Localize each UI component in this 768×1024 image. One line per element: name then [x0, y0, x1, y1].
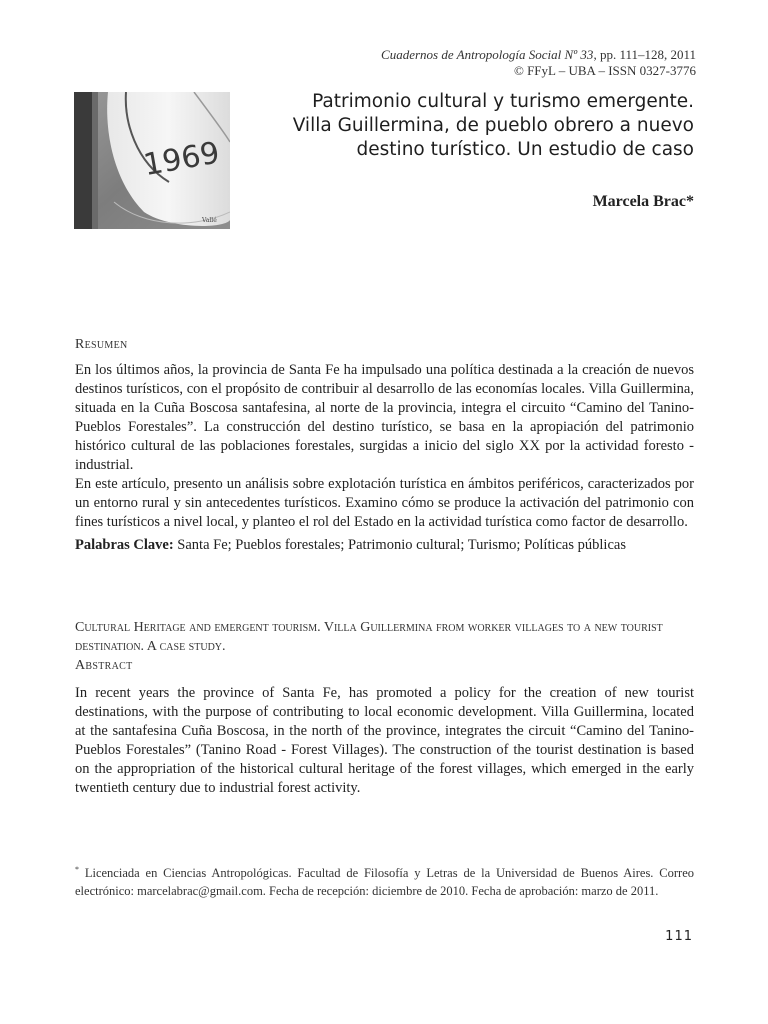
- resumen-paragraph-2: En este artículo, presento un análisis sobre explotación turística en ámbitos periféricos, caracterizados por un entorno rural y sin antecedentes turísticos. Examino cómo se produce la activación del patrimonio con fines turísticos a nivel local, y planteo el rol del Estado en la actividad turística como factor de desarrollo.: [75, 476, 694, 530]
- author-name: Marcela Brac*: [592, 193, 694, 210]
- resumen-heading: Resumen: [75, 337, 128, 352]
- keywords-line: [75, 536, 694, 555]
- title-line-3: destino turístico. Un estudio de caso: [356, 139, 694, 160]
- resumen-body: [75, 361, 694, 555]
- cover-artwork: [74, 92, 230, 229]
- keywords-label: Palabras Clave:: [75, 537, 174, 553]
- resumen-paragraph-1: En los últimos años, la provincia de Santa Fe ha impulsado una política destinada a la creación de nuevos destinos turísticos, con el propósito de contribuir al desarrollo de las economías locales. Villa Guillermina, situada en la Cuña Boscosa santafesina, al norte de la provincia, integra el circuito “Camino del Tanino-Pueblos Forestales”. La construcción del destino turístico, se basa en la apropiación del patrimonio histórico cultural de las poblaciones forestales, surgidas a inicio del siglo XX por la actividad foresto - industrial.: [75, 362, 694, 473]
- footnote-text: Licenciada en Ciencias Antropológicas. Facultad de Filosofía y Letras de la Universidad de Buenos Aires. Correo electrónico: marcelabrac@gmail.com. Fecha de recepción: diciembre de 2010. Fecha de aprobación: marzo de 2011.: [75, 866, 694, 899]
- journal-pages: , pp. 111–128, 2011: [593, 47, 696, 62]
- page-number: 111: [665, 929, 693, 944]
- keywords-list: Santa Fe; Pueblos forestales; Patrimonio cultural; Turismo; Políticas públicas: [173, 537, 626, 553]
- artwork-year-text: 1969: [140, 135, 223, 184]
- journal-publisher: © FFyL – UBA – ISSN 0327-3776: [513, 63, 696, 78]
- abstract-heading: Abstract: [75, 658, 133, 673]
- footnote-marker: *: [75, 865, 79, 874]
- artwork-signature: Vallé: [202, 217, 217, 224]
- artwork-image: [74, 92, 230, 229]
- article-title: [254, 90, 694, 162]
- journal-name: Cuadernos de Antropología Social Nº 33: [381, 47, 594, 62]
- title-line-2: Villa Guillermina, de pueblo obrero a nuevo: [292, 115, 694, 136]
- title-line-1: Patrimonio cultural y turismo emergente.: [312, 91, 694, 112]
- abstract-body: [75, 684, 694, 798]
- author-footnote: [75, 861, 694, 900]
- abstract-paragraph: In recent years the province of Santa Fe, has promoted a policy for the creation of new tourist destinations, with the purpose of contributing to local economic development. Villa Guillermina, located at the santafesina Cuña Boscosa, in the north of the province, integrates the circuit “Camino del Tanino- Pueblos Forestales” (Tanino Road - Forest Villages). The construction of the tourist destination is based on the appropriation of the historical cultural heritage of the forest villages, which emerged in the early twentieth century due to industrial forest activity.: [75, 685, 694, 796]
- journal-header: [176, 47, 696, 79]
- english-title: Cultural Heritage and emergent tourism. Villa Guillermina from worker villages to a new tourist destination. A case study.: [75, 620, 663, 654]
- journal-citation: [176, 47, 696, 63]
